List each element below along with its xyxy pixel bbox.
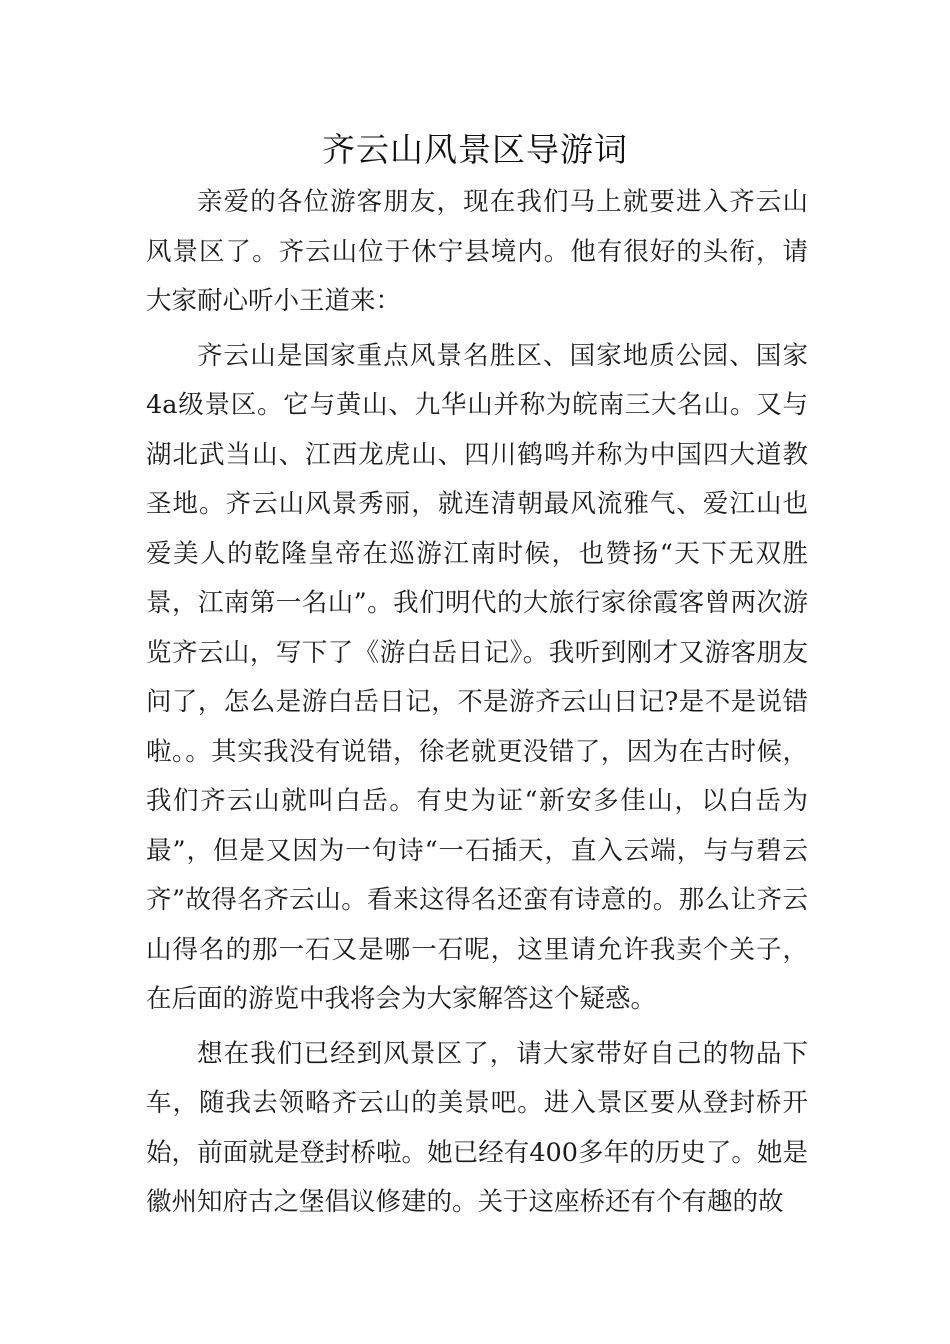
- paragraph-2: 齐云山是国家重点风景名胜区、国家地质公园、国家4a级景区。它与黄山、九华山并称为皖南三大名山。又与湖北武当山、江西龙虎山、四川鹤鸣并称为中国四大道教圣地。齐云山风景秀丽，就连清朝最风流雅气、爱江山也爱美人的乾隆皇帝在巡游江南时候，也赞扬“天下无双胜景，江南第一名山”。我们明代的大旅行家徐霞客曾两次游览齐云山，写下了《游白岳日记》。我听到刚才又游客朋友问了，怎么是游白岳日记，不是游齐云山日记?是不是说错啦。。其实我没有说错，徐老就更没错了，因为在古时候，我们齐云山就叫白岳。有史为证“新安多佳山，以白岳为最”，但是又因为一句诗“一石插天，直入云端，与与碧云齐”故得名齐云山。看来这得名还蛮有诗意的。那么让齐云山得名的那一石又是哪一石呢，这里请允许我卖个关子，在后面的游览中我将会为大家解答这个疑惑。: [146, 340, 808, 1014]
- document-body: [146, 178, 808, 1228]
- paragraph-1: 亲爱的各位游客朋友，现在我们马上就要进入齐云山风景区了。齐云山位于休宁县境内。他有很好的头衔，请大家耐心听小王道来：: [146, 187, 808, 316]
- paragraph-3: 想在我们已经到风景区了，请大家带好自己的物品下车，随我去领略齐云山的美景吧。进入景区要从登封桥开始，前面就是登封桥啦。她已经有400多年的历史了。她是徽州知府古之堡倡议修建的。关于这座桥还有个有趣的故: [146, 1038, 808, 1217]
- document-title: 齐云山风景区导游词: [322, 130, 628, 169]
